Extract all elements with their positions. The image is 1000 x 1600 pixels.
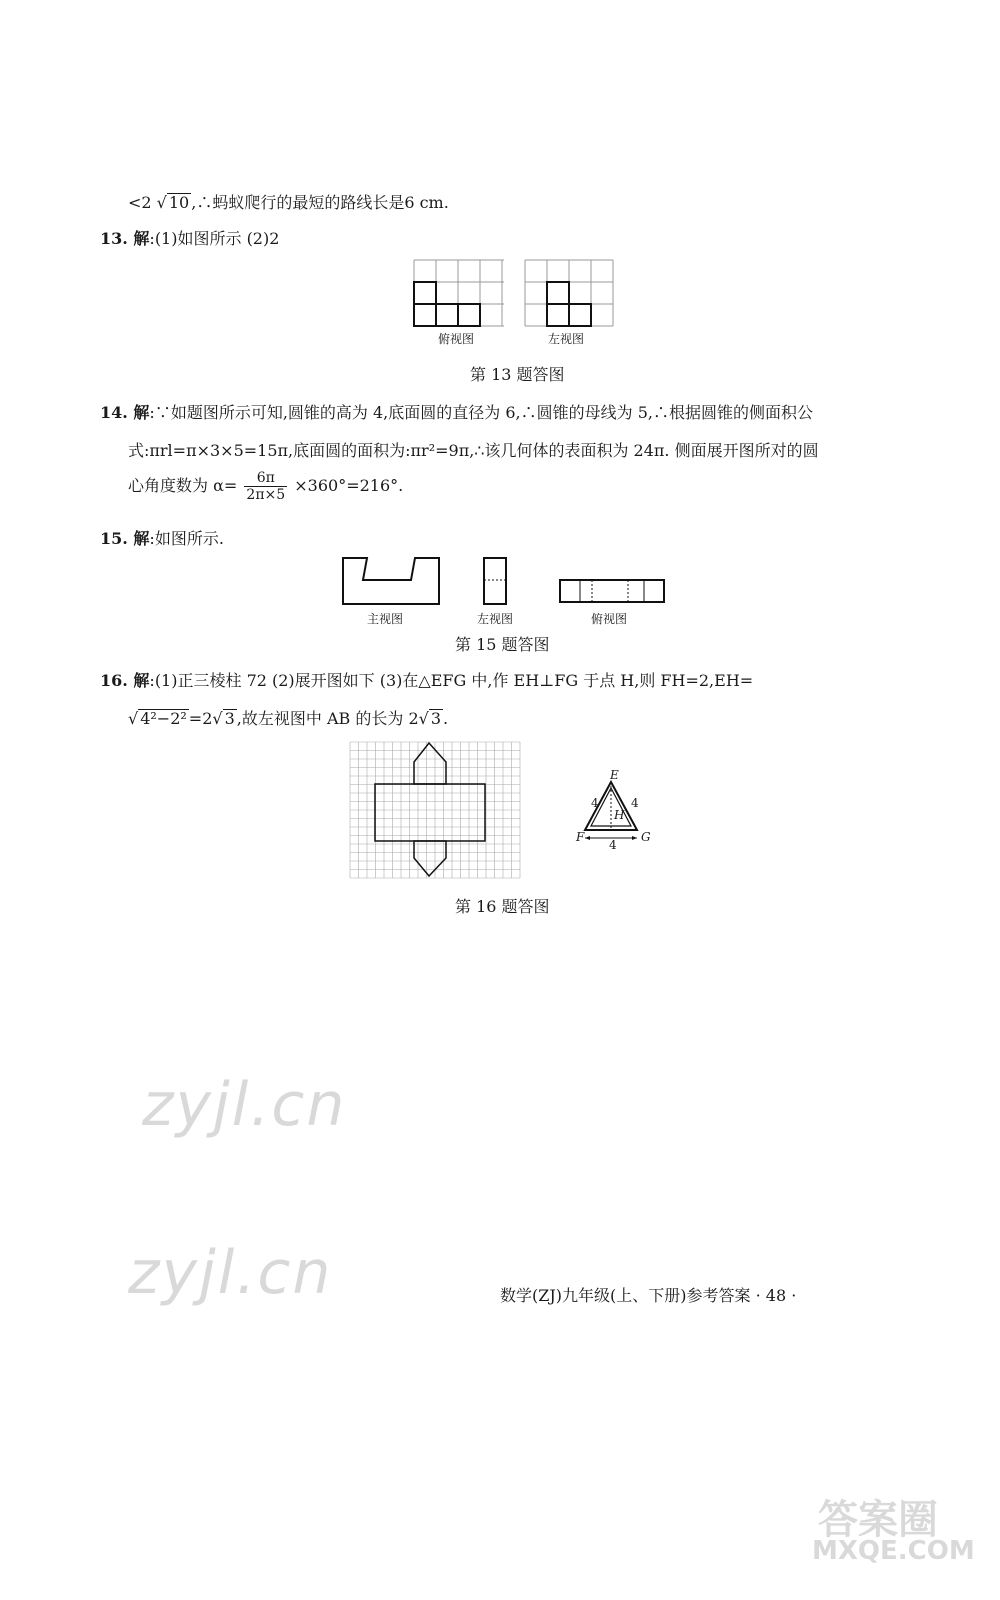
q14-text-1: :∵如题图所示可知,圆锥的高为 4,底面圆的直径为 6,∴圆锥的母线为 5,∴根据圆锥的侧面积公 (149, 403, 813, 422)
question-14-line-2: 式:πrl=π×3×5=15π,底面圆的面积为:πr²=9π,∴该几何体的表面积为 24π. 侧面展开图所对的圆 (128, 441, 819, 460)
q15-number: 15. 解 (100, 529, 150, 548)
q14-text-3-post: ×360°=216°. (294, 476, 404, 495)
watermark-answer-circle: 答案圈 (818, 1497, 938, 1543)
fig13-caption: 第 13 题答图 (470, 365, 565, 384)
fig15-left-label: 左视图 (477, 612, 514, 626)
radicand-10: 10 (168, 193, 190, 212)
fig15-left-view (484, 558, 506, 606)
fig15-caption: 第 15 题答图 (455, 635, 550, 654)
line-continuation: <2 √ 10 ,∴蚂蚁爬行的最短的路线长是6 cm. (128, 193, 449, 212)
less-than-two: <2 (128, 193, 152, 212)
question-16-line-2: √ 4²−2² =2√ 3 ,故左视图中 AB 的长为 2√ 3 . (128, 709, 449, 728)
q14-fraction-denominator: 2π×5 (246, 487, 286, 503)
tri-side-left: 4 (591, 796, 599, 810)
footer-title: 数学(ZJ)九年级(上、下册)参考答案 (500, 1286, 751, 1305)
q14-number: 14. 解 (100, 403, 150, 422)
question-16-line-1 (100, 668, 753, 691)
q14-text-3-pre: 心角度数为 α= (128, 476, 238, 495)
q13-number: 13. 解 (100, 229, 150, 248)
q16-radicand-2: 3 (224, 709, 235, 728)
q16-text-1: :(1)正三棱柱 72 (2)展开图如下 (3)在△EFG 中,作 EH⊥FG 于点 H,则 FH=2,EH= (149, 671, 754, 690)
tri-label-f: F (576, 830, 585, 844)
q14-fraction-numerator: 6π (244, 470, 287, 487)
watermark-zyjl-1: zyjl.cn (142, 1070, 347, 1140)
fig16-caption: 第 16 题答图 (455, 897, 550, 916)
q16-radicand-3: 3 (430, 709, 442, 728)
q15-text: :如图所示. (149, 529, 224, 548)
fig16-net-grid (350, 742, 520, 878)
tri-label-g: G (641, 830, 651, 844)
watermark-mxqe: MXQE.COM (812, 1536, 975, 1566)
fig13-left-view (525, 260, 615, 326)
tri-side-right: 4 (631, 796, 639, 810)
q16-text-2-mid: =2 (188, 709, 213, 728)
question-15 (100, 526, 224, 549)
question-13 (100, 226, 279, 249)
q14-fraction (244, 470, 287, 503)
q16-radicand: 4²−2² (140, 709, 187, 728)
tri-label-h: H (614, 808, 625, 822)
fig13-top-label: 俯视图 (438, 332, 475, 346)
tri-label-e: E (610, 768, 619, 782)
tri-side-bottom: 4 (609, 838, 617, 852)
fig15-top-view (560, 580, 664, 604)
fig13-left-label: 左视图 (548, 332, 585, 346)
fig15-front-view (343, 558, 439, 606)
q16-text-2-mid2: ,故左视图中 AB 的长为 2 (236, 709, 419, 728)
line-1-text: ,∴蚂蚁爬行的最短的路线长是6 cm. (191, 193, 449, 212)
fig15-front-label: 主视图 (367, 612, 404, 626)
page-footer (500, 1283, 796, 1306)
q16-number: 16. 解 (100, 671, 150, 690)
watermark-zyjl-2: zyjl.cn (128, 1238, 333, 1308)
fig15-top-label: 俯视图 (591, 612, 628, 626)
question-14-line-1 (100, 400, 813, 423)
q13-text: :(1)如图所示 (2)2 (149, 229, 280, 248)
q16-text-2-end: . (443, 709, 449, 728)
question-14-line-3 (128, 470, 403, 503)
page-number: · 48 · (755, 1286, 797, 1305)
fig13-top-view (414, 260, 504, 326)
